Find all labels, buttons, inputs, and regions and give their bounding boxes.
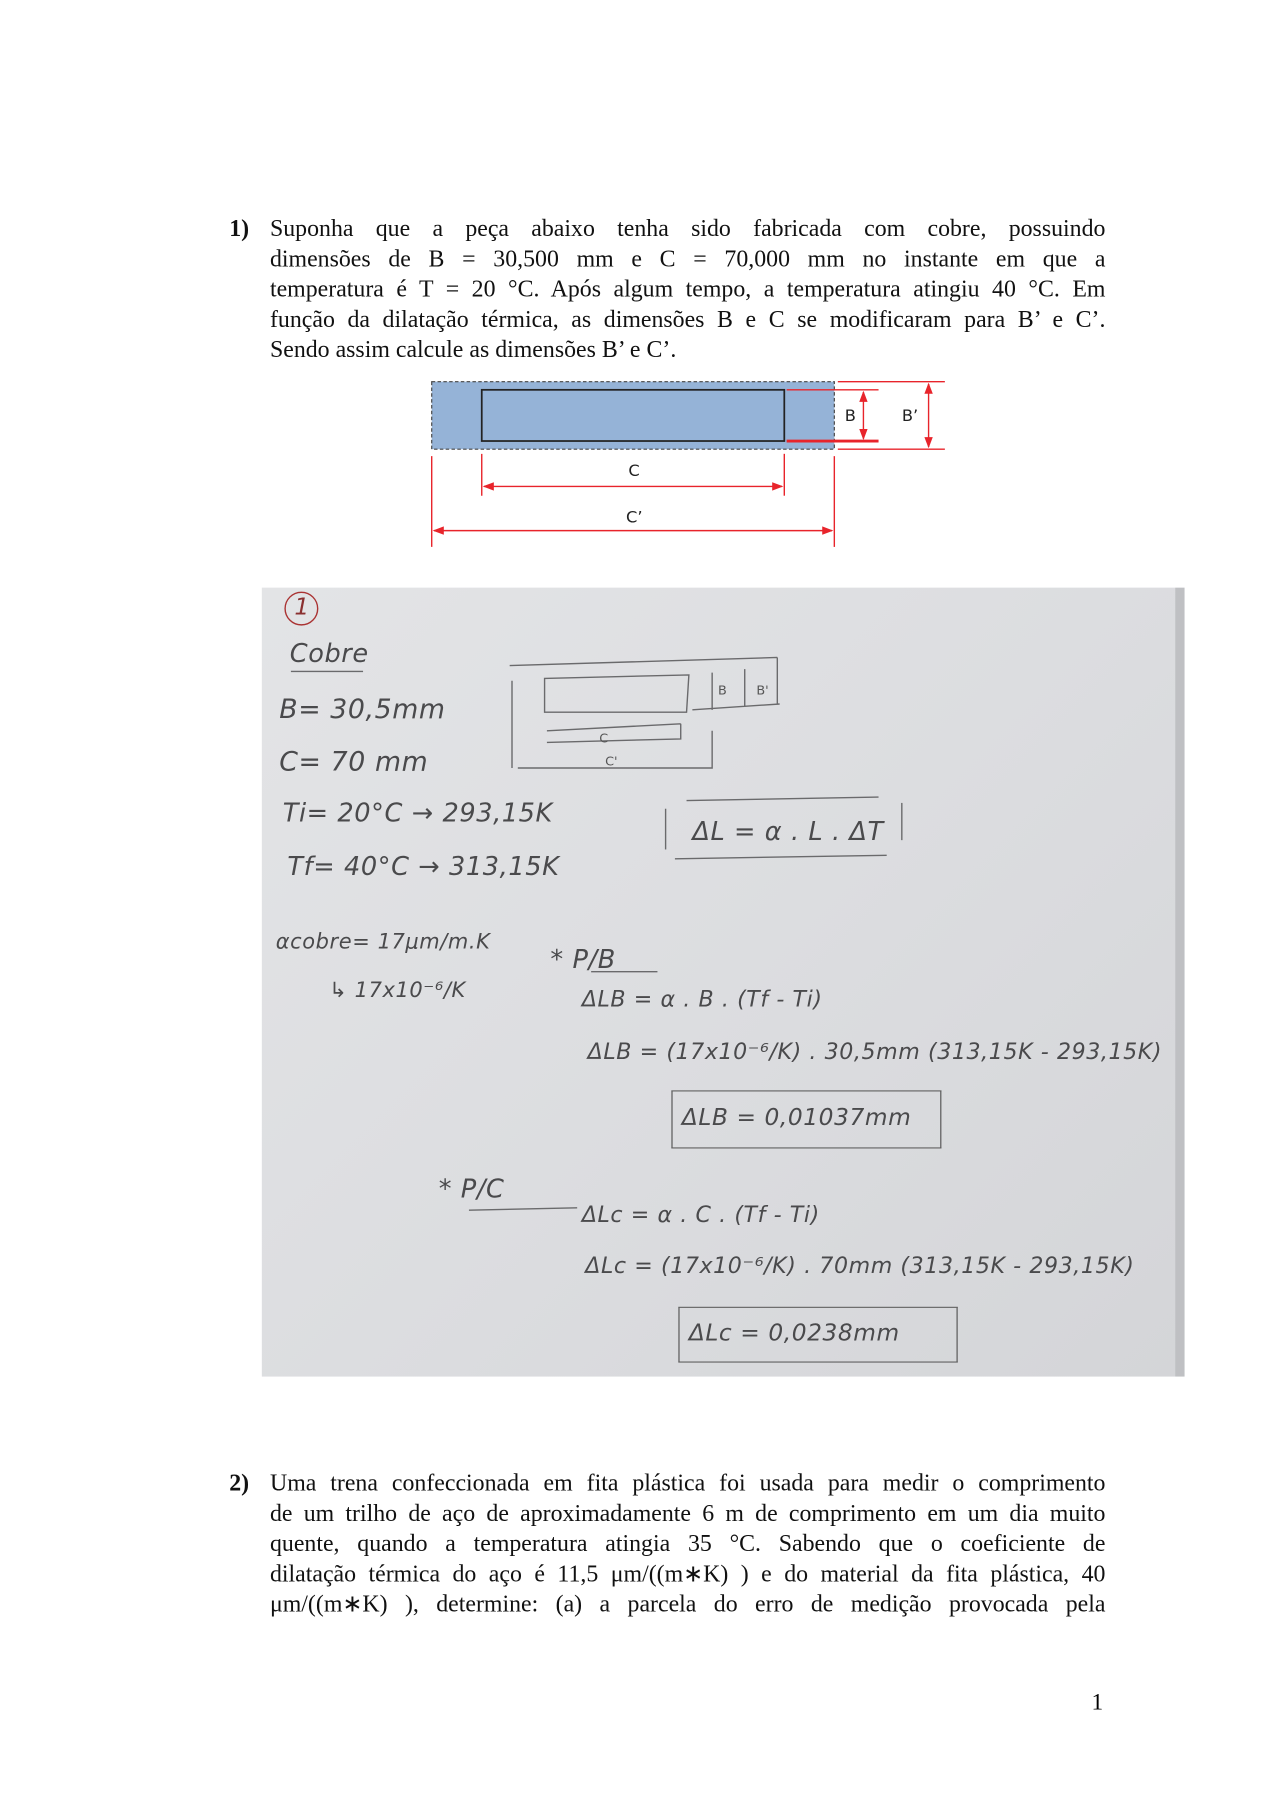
question-line: temperatura é T = 20 °C. Após algum tempo, a temperatura atingiu 40 °C. Em: [269, 276, 1106, 303]
label-b: B: [844, 406, 856, 426]
part-b-equation: ΔLB = α . B . (Tf - Ti): [581, 986, 823, 1013]
question-1: [229, 214, 1105, 365]
label-c: C: [628, 460, 640, 480]
question-line: dimensões de B = 30,500 mm e C = 70,000 mm no instante em que a: [269, 246, 1106, 273]
question-2: [229, 1469, 1105, 1620]
label-c-prime: C’: [626, 507, 643, 527]
alpha-copper: αcobre= 17μm/m.K: [275, 929, 491, 955]
part-b-title: * P/B: [550, 946, 616, 976]
sketch-c: C: [599, 731, 609, 747]
sketch-c-prime: C': [605, 754, 618, 770]
part-b-result-box: [671, 1090, 941, 1148]
question-line: Suponha que a peça abaixo tenha sido fabricada com cobre, possuindo: [269, 216, 1106, 243]
alpha-conversion: ↳ 17x10⁻⁶/K: [329, 978, 466, 1004]
label-b-prime: B’: [901, 406, 919, 426]
question-line: quente, quando a temperatura atingia 35 °C. Sabendo que o coeficiente de: [269, 1531, 1106, 1557]
part-c-title: * P/C: [438, 1175, 505, 1205]
original-part: [482, 390, 785, 441]
c-value: C= 70 mm: [279, 747, 429, 778]
page-number: 1: [1091, 1689, 1104, 1716]
question-line: Sendo assim calcule as dimensões B’ e C’.: [269, 337, 677, 364]
question-line: dilatação térmica do aço é 11,5 μm/((m∗K) ) e do material da fita plástica, 40: [269, 1561, 1106, 1588]
part-b-result: ΔLB = 0,01037mm: [681, 1103, 912, 1132]
part-c-result: ΔLc = 0,0238mm: [688, 1318, 900, 1347]
b-value: B= 30,5mm: [279, 694, 446, 725]
question-line: de um trilho de aço de aproximadamente 6 m de comprimento em um dia muito: [269, 1501, 1106, 1527]
dimension-diagram: [419, 372, 966, 558]
part-c-substitution: ΔLc = (17x10⁻⁶/K) . 70mm (313,15K - 293,15K): [585, 1253, 1135, 1279]
part-c-result-box: [678, 1307, 957, 1363]
question-number: 1): [229, 216, 250, 243]
general-formula: ΔL = α . L . ΔT: [692, 818, 884, 848]
question-number: 2): [229, 1470, 250, 1497]
part-c-equation: ΔLc = α . C . (Tf - Ti): [581, 1202, 820, 1228]
sketch-b: B: [717, 683, 727, 699]
handwritten-solution-photo: [262, 588, 1185, 1377]
initial-temperature: Ti= 20°C → 293,15K: [282, 799, 553, 829]
question-line: Uma trena confeccionada em fita plástica foi usada para medir o comprimento: [269, 1470, 1106, 1497]
final-temperature: Tf= 40°C → 313,15K: [287, 852, 560, 883]
circled-number: 1: [294, 592, 310, 621]
part-b-substitution: ΔLB = (17x10⁻⁶/K) . 30,5mm (313,15K - 293,15K): [587, 1039, 1163, 1065]
question-line: μm/((m∗K) ), determine: (a) a parcela do erro de medição provocada pela: [269, 1591, 1106, 1618]
question-line: função da dilatação térmica, as dimensões B e C se modificaram para B’ e C’.: [269, 307, 1106, 333]
sketch-b-prime: B': [756, 683, 769, 699]
material-heading: Cobre: [289, 640, 369, 670]
